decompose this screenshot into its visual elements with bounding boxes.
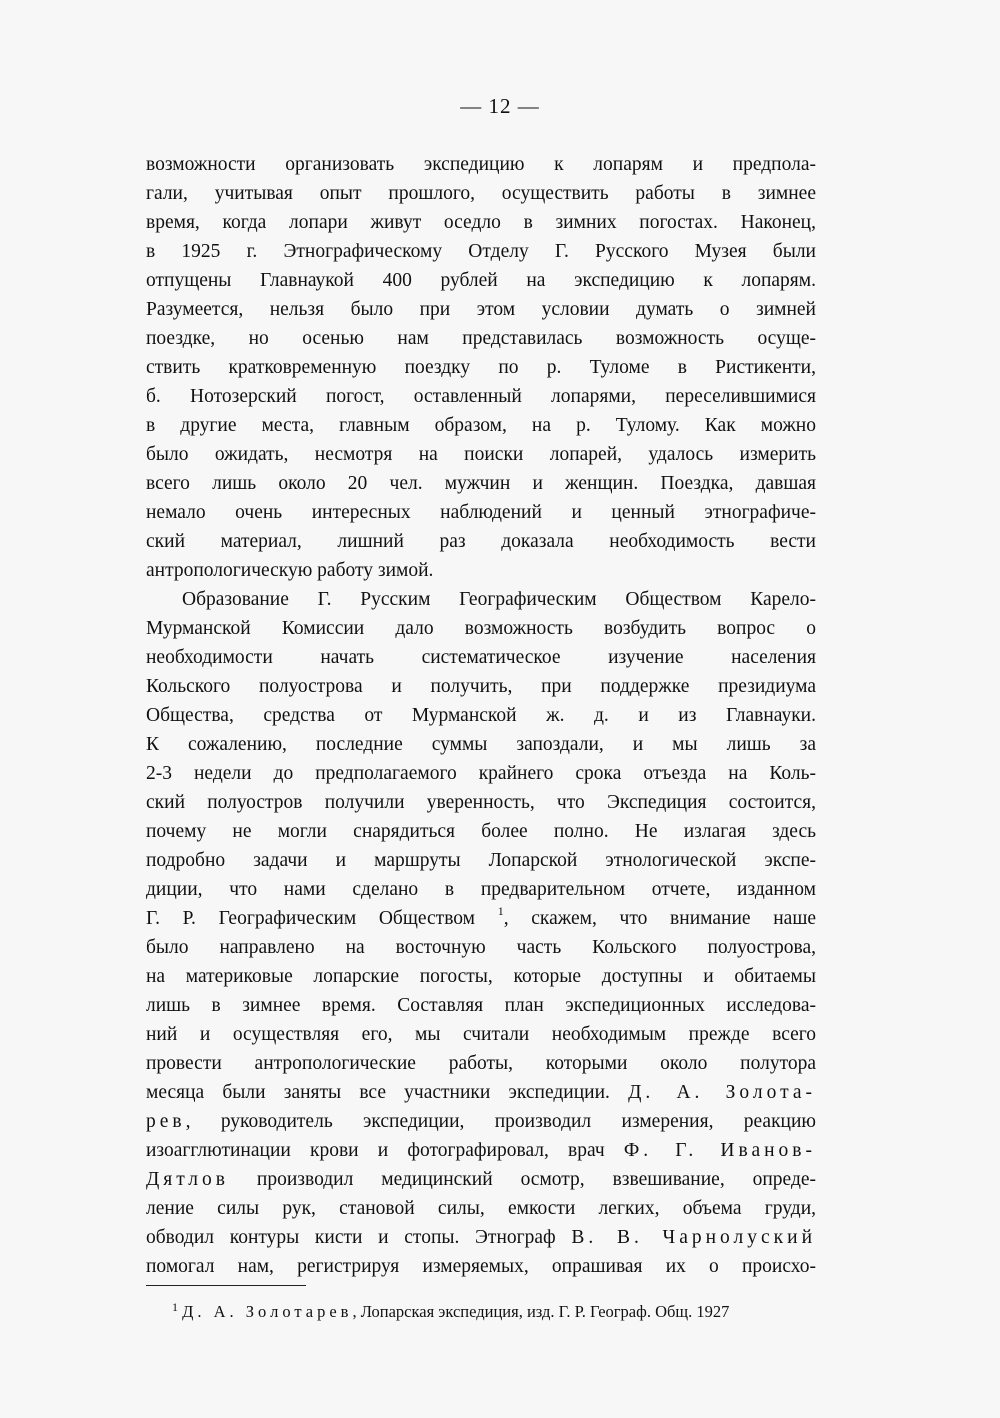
text-line: провести антропологические работы, которыми около полутора: [146, 1053, 816, 1074]
text-line: время, когда лопари живут оседло в зимних погостах. Наконец,: [146, 212, 816, 233]
text-line: было направлено на восточную часть Кольского полуострова,: [146, 937, 816, 958]
footnote-divider: [146, 1285, 306, 1286]
text-line: К сожалению, последние суммы запоздали, и мы лишь за: [146, 734, 816, 755]
text-line: [146, 1165, 816, 1194]
text-line: ление силы рук, становой силы, емкости легких, объема груди,: [146, 1198, 816, 1219]
text-line: 2-3 недели до предполагаемого крайнего срока отъезда на Коль-: [146, 763, 816, 784]
footnote: [172, 1300, 812, 1324]
text-line: диции, что нами сделано в предварительном отчете, изданном: [146, 879, 816, 900]
text-line: лишь в зимнее время. Составляя план экспедиционных исследова-: [146, 995, 816, 1016]
text-run: производил медицинский осмотр, взвешивание, опреде-: [256, 1169, 817, 1190]
text-run: Г. Р. Географическим Обществом: [146, 908, 475, 929]
body-text: [146, 150, 816, 1281]
person-name: В. В. Чарнолуский: [571, 1227, 817, 1248]
text-line: антропологическую работу зимой.: [146, 560, 434, 581]
person-name: Д. А. Золота-: [628, 1082, 816, 1103]
text-line: было ожидать, несмотря на поиски лопарей, удалось измерить: [146, 444, 816, 465]
person-name: рев: [146, 1111, 186, 1132]
text-run: изоагглютинации крови и фотографировал, врач: [146, 1140, 605, 1161]
text-line: отпущены Главнаукой 400 рублей на экспедицию к лопарям.: [146, 270, 816, 291]
footnote-text: , Лопарская экспедиция, изд. Г. Р. Географ. Общ. 1927: [352, 1302, 730, 1321]
text-line: Мурманской Комиссии дало возможность возбудить вопрос о: [146, 618, 816, 639]
text-line: ский материал, лишний раз доказала необходимость вести: [146, 531, 816, 552]
text-run: , руководитель экспедиции, производил измерения, реакцию: [185, 1111, 816, 1132]
text-line: гали, учитывая опыт прошлого, осуществить работы в зимнее: [146, 183, 816, 204]
text-line: ский полуостров получили уверенность, что Экспедиция состоится,: [146, 792, 816, 813]
text-line: возможности организовать экспедицию к лопарям и предпола-: [146, 154, 816, 175]
text-line: ний и осуществляя его, мы считали необходимым прежде всего: [146, 1024, 816, 1045]
person-name: Ф. Г. Иванов-: [623, 1140, 816, 1161]
text-line: [146, 1078, 816, 1107]
text-line: в другие места, главным образом, на р. Тулому. Как можно: [146, 415, 816, 436]
text-line: подробно задачи и маршруты Лопарской этнологической экспе-: [146, 850, 816, 871]
text-run: обводил контуры кисти и стопы. Этнограф: [146, 1227, 556, 1248]
text-line: поездке, но осенью нам представилась возможность осуще-: [146, 328, 816, 349]
text-line: необходимости начать систематическое изучение населения: [146, 647, 816, 668]
person-name: Дятлов: [146, 1169, 229, 1190]
text-line: ствить кратковременную поездку по р. Туломе в Ристикенти,: [146, 357, 816, 378]
text-line: [146, 1107, 816, 1136]
text-line: немало очень интересных наблюдений и ценный этнографиче-: [146, 502, 816, 523]
text-line: [146, 1136, 816, 1165]
text-run: месяца были заняты все участники экспедиции.: [146, 1082, 610, 1103]
text-line: Образование Г. Русским Географическим Обществом Карело-: [182, 589, 816, 610]
footnote-marker: 1: [172, 1300, 178, 1314]
text-line: помогал нам, регистрируя измеряемых, опрашивая их о происхо-: [146, 1256, 816, 1277]
text-line: Кольского полуострова и получить, при поддержке президиума: [146, 676, 816, 697]
text-line: всего лишь около 20 чел. мужчин и женщин. Поездка, давшая: [146, 473, 816, 494]
footnote-author: Д. А. Золотарев: [182, 1302, 353, 1321]
footnote-ref: 1: [497, 904, 504, 918]
text-line: [146, 1223, 816, 1252]
text-line: Общества, средства от Мурманской ж. д. и из Главнауки.: [146, 705, 816, 726]
text-line: на материковые лопарские погосты, которые доступны и обитаемы: [146, 966, 816, 987]
text-line: Разумеется, нельзя было при этом условии думать о зимней: [146, 299, 816, 320]
text-line: в 1925 г. Этнографическому Отделу Г. Русского Музея были: [146, 241, 816, 262]
page-number: — 12 —: [460, 94, 540, 118]
text-line: б. Нотозерский погост, оставленный лопарями, переселившимися: [146, 386, 816, 407]
text-line: [146, 904, 816, 933]
text-line: почему не могли снарядиться более полно. Не излагая здесь: [146, 821, 816, 842]
text-run: , скажем, что внимание наше: [503, 908, 816, 929]
